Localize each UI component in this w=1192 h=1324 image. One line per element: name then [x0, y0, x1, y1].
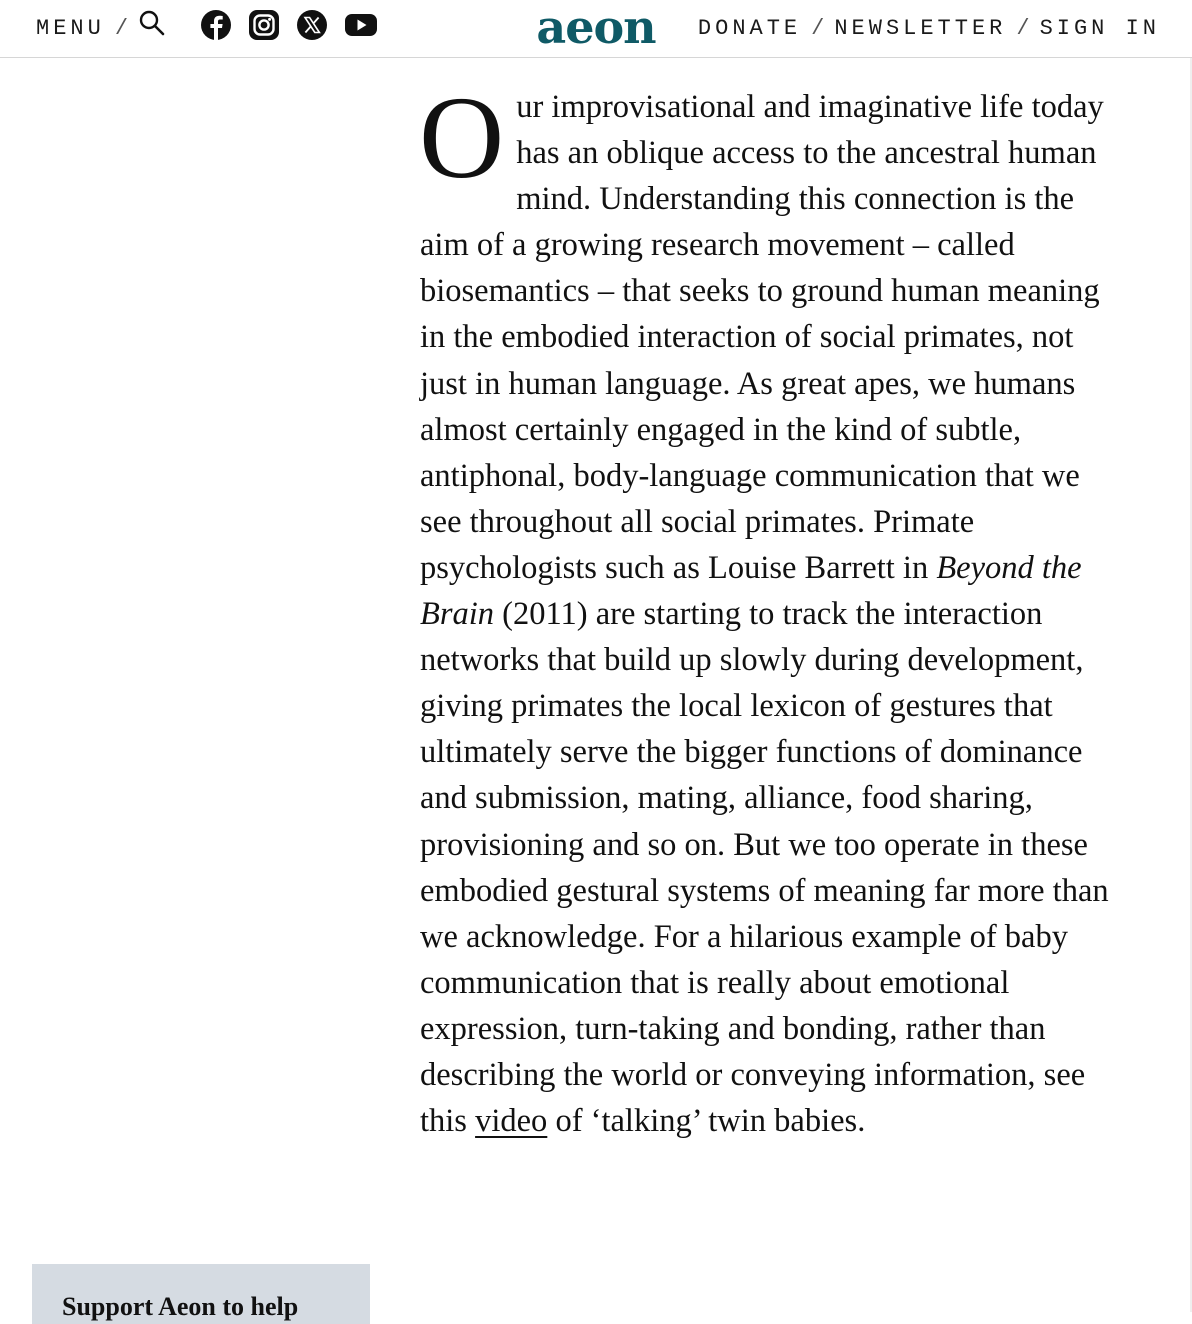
article-body: [419, 72, 1120, 1144]
site-header: [0, 0, 1192, 58]
x-icon[interactable]: [296, 9, 328, 41]
facebook-icon[interactable]: [200, 9, 232, 41]
instagram-icon[interactable]: [248, 9, 280, 41]
article-text-part2: (2011) are starting to track the interaction networks that build up slowly during development, giving primates the local lexicon of gestures that ultimately serve the bigger functions of dominance and submission, mating, alliance, food sharing, provisioning and so on. But we too operate in these embodied gestural systems of meaning far more than we acknowledge. For a hilarious example of baby communication that is really about emotional expression, turn-taking and bonding, rather than describing the world or conveying information, see this: [420, 596, 1109, 1140]
nav-right: [698, 10, 1160, 46]
aeon-logo[interactable]: aeon: [536, 0, 656, 54]
book-title: Beyond the Brain: [420, 549, 1082, 633]
support-aeon-banner[interactable]: [32, 1264, 370, 1324]
nav-separator: /: [114, 15, 129, 41]
nav-separator: /: [1016, 15, 1030, 41]
sign-in-link[interactable]: SIGN IN: [1039, 15, 1160, 41]
article-text-part1: ur improvisational and imaginative life today has an oblique access to the ancestral human mind. Understanding this connection is the aim of a growing research movement – called biosemantics – that seeks to ground human meaning in the embodied interaction of social primates, not just in human language. As great apes, we humans almost certainly engaged in the kind of subtle, antiphonal, body-language communication that we see throughout all social primates. Primate psychologists such as Louise Barrett in: [420, 89, 1104, 586]
search-icon[interactable]: [138, 9, 166, 37]
nav-separator: /: [811, 15, 825, 41]
social-links: [200, 9, 394, 41]
article-text-part3: of ‘talking’ twin babies.: [547, 1103, 866, 1140]
menu-button[interactable]: MENU: [36, 15, 105, 41]
youtube-icon[interactable]: [344, 9, 378, 41]
support-text: Support Aeon to help: [62, 1292, 299, 1321]
video-link[interactable]: video: [475, 1103, 548, 1140]
donate-link[interactable]: DONATE: [697, 15, 802, 41]
drop-cap: O: [419, 72, 505, 203]
newsletter-link[interactable]: NEWSLETTER: [834, 15, 1007, 41]
nav-left: [36, 8, 166, 48]
